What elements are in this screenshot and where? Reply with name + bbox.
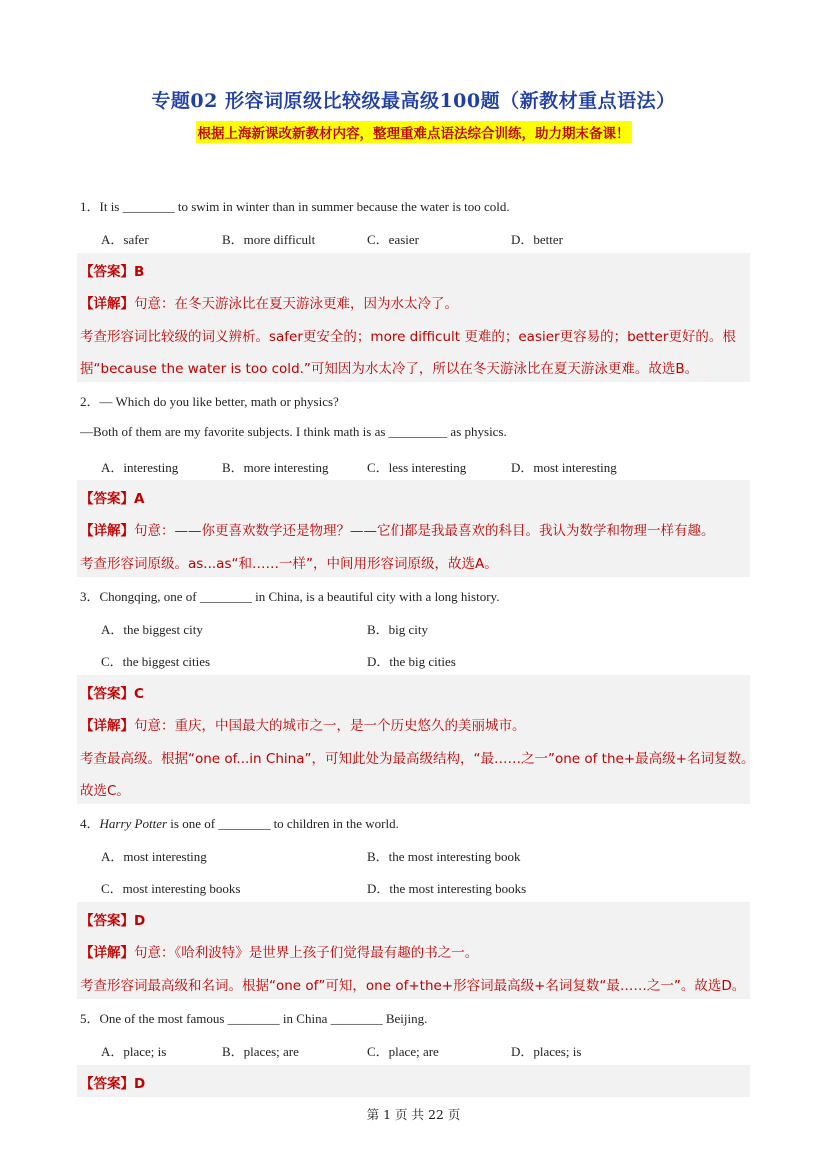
question-2-detail: 【详解】句意：——你更喜欢数学还是物理？——它们都是我最喜欢的科目。我认为数学和物理一样有趣。: [80, 523, 715, 539]
question-3-option-a: A．the biggest city: [101, 622, 203, 637]
question-3-detail-line3: 故选C。: [80, 783, 130, 799]
question-4-detail: 【详解】句意：《哈利波特》是世界上孩子们觉得最有趣的书之一。: [80, 945, 479, 961]
question-1-option-c: C．easier: [367, 232, 419, 247]
question-5-option-a: A．place; is: [101, 1044, 167, 1059]
question-3-detail: 【详解】句意：重庆，中国最大的城市之一，是一个历史悠久的美丽城市。: [80, 718, 526, 734]
subtitle-row: [0, 121, 827, 143]
question-4-stem: 4．Harry Potter is one of ________ to children in the world.: [80, 816, 399, 831]
page-subtitle: 根据上海新课改新教材内容，整理重难点语法综合训练，助力期末备课！: [196, 121, 632, 143]
question-5-option-d: D．places; is: [511, 1044, 582, 1059]
question-1-option-d: D．better: [511, 232, 563, 247]
question-3-detail-line2: 考查最高级。根据“one of...in China”，可知此处为最高级结构，“最……之一”one of the+最高级+名词复数。: [80, 751, 755, 767]
question-2-detail-line2: 考查形容词原级。as...as“和……一样”，中间用形容词原级，故选A。: [80, 556, 498, 572]
question-4-option-c: C．most interesting books: [101, 881, 241, 896]
question-1-detail-line3: 据“because the water is too cold.”可知因为水太冷了，所以在冬天游泳比在夏天游泳更难。故选B。: [80, 361, 699, 377]
question-2-option-c: C．less interesting: [367, 460, 467, 475]
answer-box: [77, 1065, 750, 1097]
question-2-stem-line2: —Both of them are my favorite subjects. I think math is as _________ as physics.: [80, 424, 507, 439]
question-4-detail-line2: 考查形容词最高级和名词。根据“one of”可知，one of+the+形容词最高级+名词复数“最……之一”。故选D。: [80, 978, 746, 994]
question-1-stem: 1．It is ________ to swim in winter than in summer because the water is too cold.: [80, 199, 510, 214]
question-2-option-a: A．interesting: [101, 460, 179, 475]
book-title: Harry Potter: [99, 816, 168, 831]
question-3-option-c: C．the biggest cities: [101, 654, 211, 669]
question-1-answer: 【答案】B: [80, 264, 145, 280]
question-4-option-a: A．most interesting: [101, 849, 207, 864]
question-5-option-c: C．place; are: [367, 1044, 439, 1059]
question-4-option-d: D．the most interesting books: [367, 881, 527, 896]
question-5-option-b: B．places; are: [222, 1044, 299, 1059]
question-2-option-b: B．more interesting: [222, 460, 329, 475]
question-3-stem: 3．Chongqing, one of ________ in China, is a beautiful city with a long history.: [80, 589, 500, 604]
question-3-option-b: B．big city: [367, 622, 429, 637]
question-3-answer: 【答案】C: [80, 686, 144, 702]
question-4-option-b: B．the most interesting book: [367, 849, 521, 864]
question-1-option-a: A．safer: [101, 232, 149, 247]
question-5-answer: 【答案】D: [80, 1076, 146, 1092]
question-1-detail-line2: 考查形容词比较级的词义辨析。safer更安全的；more difficult 更难的；easier更容易的；better更好的。根: [80, 329, 736, 345]
question-1-option-b: B．more difficult: [222, 232, 316, 247]
question-5-stem: 5．One of the most famous ________ in China ________ Beijing.: [80, 1011, 428, 1026]
question-2-option-d: D．most interesting: [511, 460, 617, 475]
question-4-answer: 【答案】D: [80, 913, 146, 929]
question-3-option-d: D．the big cities: [367, 654, 456, 669]
question-2-answer: 【答案】A: [80, 491, 145, 507]
page-number: 第 1 页 共 22 页: [366, 1107, 461, 1122]
question-1-detail: 【详解】句意：在冬天游泳比在夏天游泳更难，因为水太冷了。: [80, 296, 458, 312]
question-2-stem: 2．— Which do you like better, math or physics?: [80, 394, 339, 409]
page-title: 专题02 形容词原级比较级最高级100题（新教材重点语法）: [151, 90, 676, 112]
answer-box: [77, 675, 750, 804]
